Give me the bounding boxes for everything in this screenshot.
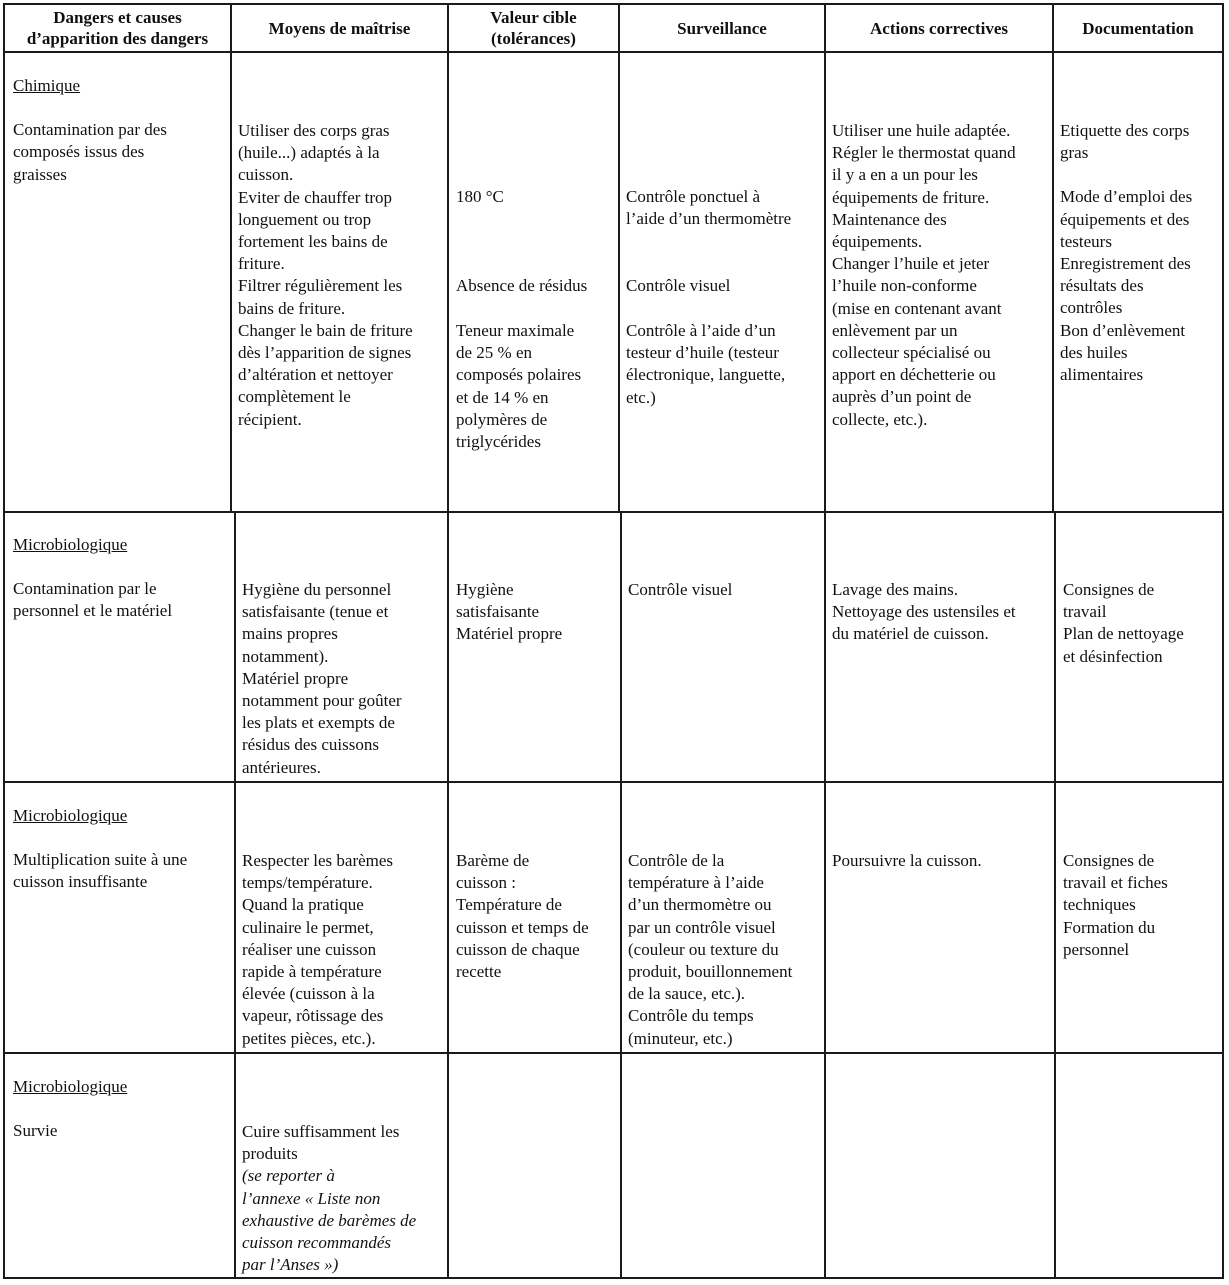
danger-cell [13, 1076, 229, 1142]
annex-reference: (se reporter à l’annexe « Liste non exhaustive de barèmes de cuisson recommandés par l’Anses ») [242, 1166, 417, 1275]
surveillance-text: Contrôle visuel [628, 580, 733, 599]
documentation-text: Mode d’emploi des équipements et des testeurs Enregistrement des résultats des contrôles Bon d’enlèvement des huiles alimentaires [1060, 187, 1193, 385]
surveillance-text: Contrôle visuel [626, 276, 731, 295]
header-divider [5, 51, 1222, 53]
documentation-cell [1063, 850, 1220, 961]
column-divider [447, 5, 449, 512]
moyens-text: Hygiène du personnel satisfaisante (tenue et mains propres notamment). Matériel propre notamment pour goûter les plats et exempts de résidus des cuissons antérieures. [242, 580, 402, 777]
moyens-cell [242, 850, 445, 1050]
surveillance-cell [626, 275, 822, 297]
column-divider [620, 512, 622, 1279]
header-dangers: Dangers et causes d’apparition des dangers [26, 8, 209, 48]
actions-text: Utiliser une huile adaptée. Régler le thermostat quand il y a en a un pour les équipements de friture. Maintenance des équipements. Changer l’huile et jeter l’huile non-conforme (mise en contenant avant enlèvement par un collecteur spécialisé ou apport en déchetterie ou auprès d’un point de collecte, etc.). [832, 121, 1016, 429]
danger-text: Contamination par des composés issus des graisses [13, 120, 167, 184]
column-divider [234, 512, 236, 1279]
moyens-text: Cuire suffisamment les produits [242, 1122, 400, 1164]
documentation-text: Etiquette des corps gras [1060, 121, 1190, 163]
column-divider [1052, 5, 1054, 512]
column-divider [618, 5, 620, 512]
header-documentation: Documentation [1082, 18, 1194, 38]
column-divider [1054, 512, 1056, 1279]
valeur-cell [456, 275, 616, 297]
actions-text: Lavage des mains. Nettoyage des ustensiles et du matériel de cuisson. [832, 580, 1016, 644]
moyens-cell [242, 579, 445, 779]
danger-text: Contamination par le personnel et le matériel [13, 579, 173, 621]
valeur-text: Barème de cuisson : Température de cuisson et temps de cuisson de chaque recette [456, 851, 589, 982]
valeur-text: Hygiène satisfaisante Matériel propre [456, 580, 563, 644]
header-actions: Actions correctives [870, 18, 1008, 38]
danger-text: Multiplication suite à une cuisson insuffisante [13, 850, 188, 892]
valeur-cell [456, 850, 618, 983]
surveillance-text: Contrôle à l’aide d’un testeur d’huile (testeur électronique, languette, etc.) [626, 321, 786, 407]
documentation-cell [1060, 120, 1220, 386]
documentation-text: Consignes de travail et fiches techniques Formation du personnel [1063, 851, 1168, 959]
surveillance-text: Contrôle de la température à l’aide d’un thermomètre ou par un contrôle visuel (couleur ou texture du produit, bouillonnement de la sauce, etc.). Contrôle du temps (minuteur, etc.) [628, 851, 793, 1048]
category-label: Microbiologique [13, 806, 128, 825]
hazard-control-table [3, 3, 1224, 1279]
surveillance-cell [628, 579, 822, 601]
header-surveillance: Surveillance [677, 18, 767, 38]
moyens-cell [242, 1121, 445, 1276]
danger-cell [13, 534, 229, 623]
surveillance-text: Contrôle ponctuel à l’aide d’un thermomètre [626, 187, 792, 229]
danger-cell [13, 805, 229, 894]
surveillance-cell [628, 850, 822, 1050]
category-label: Microbiologique [13, 535, 128, 554]
column-divider [824, 512, 826, 1279]
header-moyens: Moyens de maîtrise [268, 18, 411, 38]
category-label: Chimique [13, 76, 81, 95]
column-divider [824, 5, 826, 512]
row-divider [5, 1052, 1222, 1054]
valeur-cell [456, 186, 616, 208]
moyens-cell [238, 120, 443, 431]
surveillance-cell [626, 186, 822, 230]
actions-cell [832, 579, 1052, 646]
valeur-text: 180 °C [456, 187, 504, 206]
danger-cell [13, 75, 225, 186]
header-valeur: Valeur cible (tolérances) [490, 8, 577, 48]
valeur-text: Teneur maximale de 25 % en composés polaires et de 14 % en polymères de triglycérides [456, 321, 582, 452]
valeur-text: Absence de résidus [456, 276, 588, 295]
category-label: Microbiologique [13, 1077, 128, 1096]
documentation-cell [1063, 579, 1220, 668]
row-divider [5, 511, 1222, 513]
danger-text: Survie [13, 1121, 58, 1141]
actions-text: Poursuivre la cuisson. [832, 851, 982, 870]
column-divider [230, 5, 232, 512]
documentation-text: Consignes de travail Plan de nettoyage et désinfection [1063, 580, 1184, 666]
moyens-text: Respecter les barèmes temps/température. Quand la pratique culinaire le permet, réaliser une cuisson rapide à température élevée (cuisson à la vapeur, rôtissage des petites pièces, etc.). [242, 851, 394, 1048]
moyens-text: Utiliser des corps gras (huile...) adaptés à la cuisson. Eviter de chauffer trop longuement ou trop fortement les bains de friture. Filtrer régulièrement les bains de friture. Changer le bain de friture dès l’apparition de signes d’altération et nettoyer complètement le récipient. [238, 121, 413, 429]
valeur-cell [456, 320, 616, 453]
actions-cell [832, 120, 1050, 431]
valeur-cell [456, 579, 618, 646]
column-divider [447, 512, 449, 1279]
row-divider [5, 781, 1222, 783]
actions-cell [832, 850, 1052, 872]
surveillance-cell [626, 320, 822, 409]
